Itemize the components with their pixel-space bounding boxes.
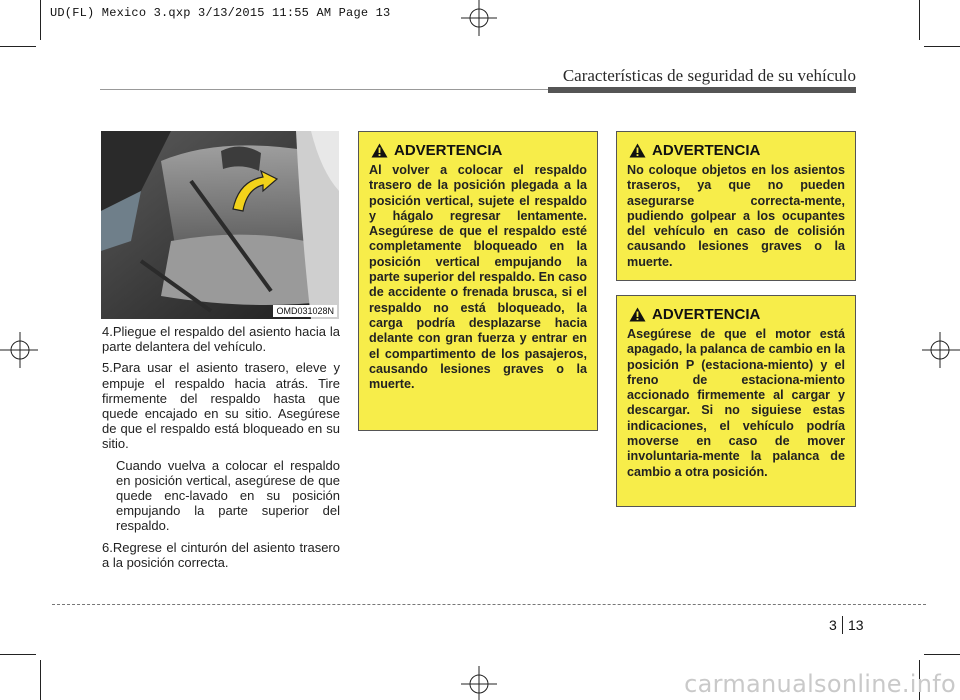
step-number: 4.: [102, 324, 113, 339]
footer-rule: [52, 604, 926, 605]
chapter-number: 3: [829, 617, 838, 633]
step-5: [102, 360, 340, 533]
print-header: UD(FL) Mexico 3.qxp 3/13/2015 11:55 AM Page 13: [50, 6, 391, 20]
crop-mark: [40, 0, 41, 40]
section-title: Características de seguridad de su vehículo: [562, 66, 856, 85]
warning-triangle-icon: [371, 143, 388, 158]
watermark: carmanualsonline.info: [684, 670, 956, 698]
registration-mark-icon: [0, 330, 40, 370]
warning-header: [371, 142, 587, 159]
warning-box-objects: [616, 131, 856, 281]
warning-box-engine: [616, 295, 856, 507]
warning-box-seatback: [358, 131, 598, 431]
crop-mark: [0, 654, 36, 655]
warning-title: ADVERTENCIA: [394, 142, 503, 159]
step-text: Para usar el asiento trasero, eleve y empuje el respaldo hacia atrás. Tire firmemente del respaldo hasta que quede encajado en su sitio. Asegúrese de que el respaldo está bloqueado en su sitio.: [102, 360, 340, 452]
registration-mark-icon: [459, 0, 499, 40]
title-rule: [100, 89, 548, 90]
instruction-steps: [102, 324, 340, 576]
registration-mark-icon: [920, 330, 960, 370]
step-number: 5.: [102, 360, 113, 376]
warning-body: Al volver a colocar el respaldo trasero de la posición plegada a la posición vertical, sujete el respaldo y hágalo regresar lentamente. Asegúrese de que el respaldo esté completamente bloqueado en la posición vertical empujando la parte superior del respaldo. En caso de accidente o frenada brusca, si el respaldo no está bloqueado, la carga podría desplazarse hacia delante con gran fuerza y entrar en el compartimento de los pasajeros, causando lesiones graves o la muerte.: [369, 163, 587, 392]
step-text: Regrese el cinturón del asiento trasero a la posición correcta.: [102, 539, 340, 570]
crop-mark: [919, 0, 920, 40]
step-4: [102, 324, 340, 354]
warning-body: No coloque objetos en los asientos traseros, ya que no pueden asegurarse correcta-mente, pudiendo golpear a los ocupantes del vehículo en caso de colisión causando lesiones graves o la muerte.: [627, 163, 845, 269]
step-number: 6.: [102, 539, 113, 555]
crop-mark: [0, 46, 36, 47]
title-bar: [548, 87, 856, 93]
seat-illustration: [101, 131, 339, 319]
warning-header: [629, 306, 845, 323]
warning-title: ADVERTENCIA: [652, 142, 761, 159]
photo-code: OMD031028N: [273, 305, 337, 317]
crop-mark: [924, 654, 960, 655]
crop-mark: [40, 660, 41, 700]
step-text: Pliegue el respaldo del asiento hacia la parte delantera del vehículo.: [102, 324, 340, 355]
step-6: [102, 540, 340, 570]
warning-triangle-icon: [629, 307, 646, 322]
warning-header: [629, 142, 845, 159]
step-paragraph: Cuando vuelva a colocar el respaldo en posición vertical, asegúrese de que quede enc-lavado en su posición empujando la parte superior del respaldo.: [116, 457, 340, 534]
warning-triangle-icon: [629, 143, 646, 158]
page-separator: [842, 616, 843, 634]
page-number: 13: [848, 617, 864, 633]
crop-mark: [924, 46, 960, 47]
warning-title: ADVERTENCIA: [652, 306, 761, 323]
rear-seat-photo: [101, 131, 339, 319]
warning-body: Asegúrese de que el motor está apagado, la palanca de cambio en la posición P (estaciona-miento) y el freno de estaciona-miento accionado firmemente al cargar y descargar. Si no siguiese estas indicaciones, el vehículo podría moverse en caso de mover involuntaria-mente la palanca de cambio a otra posición.: [627, 327, 845, 479]
registration-mark-icon: [459, 664, 499, 700]
